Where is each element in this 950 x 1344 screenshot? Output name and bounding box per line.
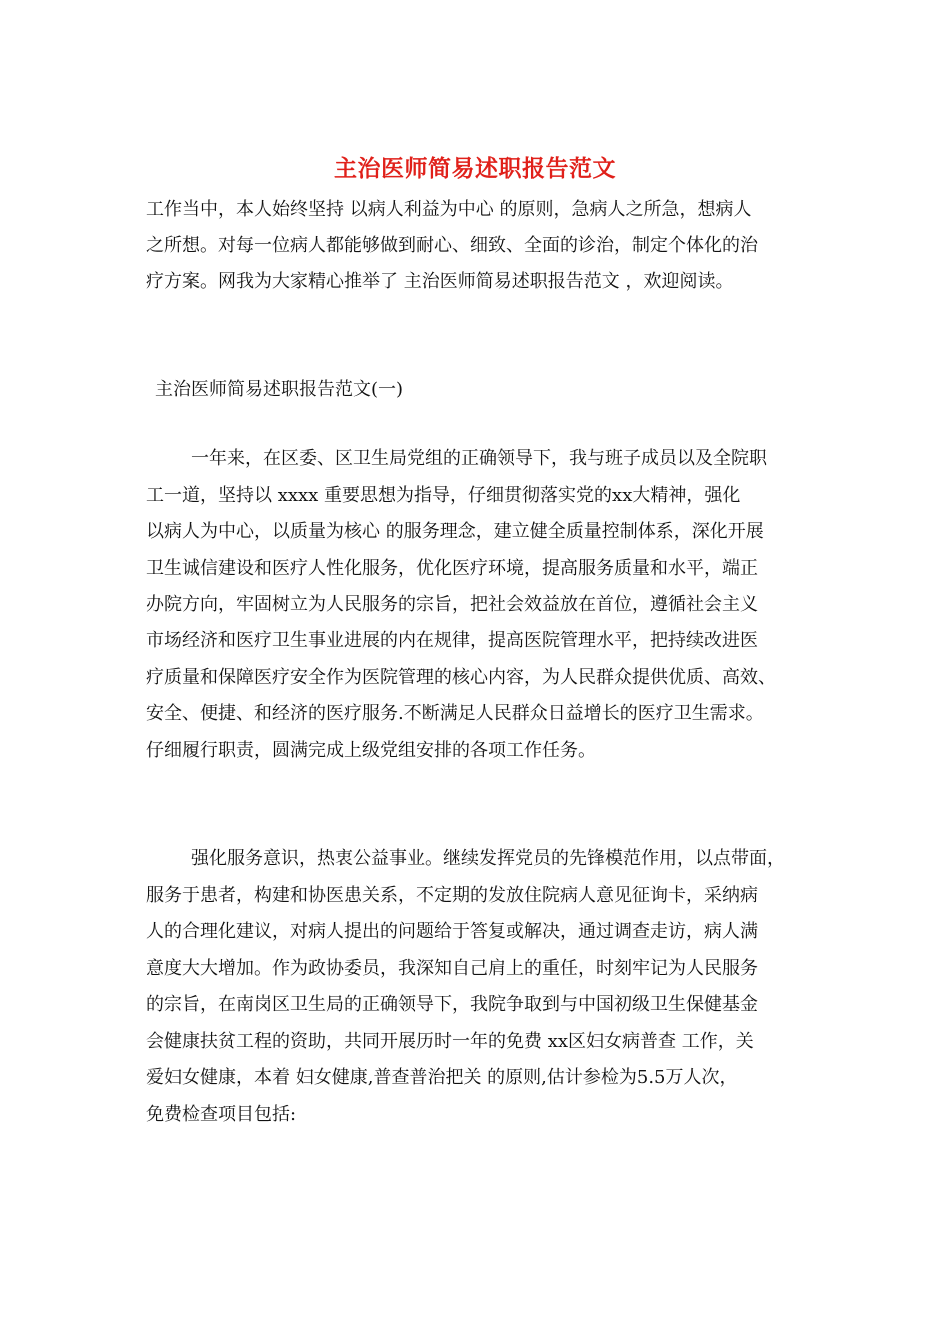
paragraph-line: 的宗旨，在南岗区卫生局的正确领导下，我院争取到与中国初级卫生保健基金: [146, 994, 758, 1015]
paragraph-line: 以病人为中心，以质量为核心 的服务理念，建立健全质量控制体系，深化开展: [146, 521, 764, 542]
paragraph-line: 安全、便捷、和经济的医疗服务.不断满足人民群众日益增长的医疗卫生需求。: [146, 703, 764, 724]
paragraph-line: 办院方向，牢固树立为人民服务的宗旨，把社会效益放在首位，遵循社会主义: [146, 594, 758, 615]
paragraph-line: 会健康扶贫工程的资助，共同开展历时一年的免费 xx区妇女病普查 工作，关: [146, 1031, 754, 1052]
paragraph-line: 强化服务意识，热衷公益事业。继续发挥党员的先锋模范作用，以点带面，: [191, 848, 785, 869]
intro-line: 疗方案。网我为大家精心推举了 主治医师简易述职报告范文 ，欢迎阅读。: [146, 271, 734, 292]
paragraph-line: 仔细履行职责，圆满完成上级党组安排的各项工作任务。: [146, 740, 596, 761]
paragraph-line: 一年来，在区委、区卫生局党组的正确领导下，我与班子成员以及全院职: [191, 448, 767, 469]
section-heading: 主治医师简易述职报告范文(一): [155, 379, 404, 400]
document-title: 主治医师简易述职报告范文: [334, 155, 616, 182]
paragraph-line: 疗质量和保障医疗安全作为医院管理的核心内容，为人民群众提供优质、高效、: [146, 667, 776, 688]
paragraph-line: 市场经济和医疗卫生事业进展的内在规律，提高医院管理水平，把持续改进医: [146, 630, 758, 651]
intro-line: 工作当中，本人始终坚持 以病人利益为中心 的原则，急病人之所急，想病人: [146, 199, 752, 220]
paragraph-line: 意度大大增加。作为政协委员，我深知自己肩上的重任，时刻牢记为人民服务: [146, 958, 758, 979]
paragraph-line: 人的合理化建议，对病人提出的问题给于答复或解决，通过调查走访，病人满: [146, 921, 758, 942]
intro-line: 之所想。对每一位病人都能够做到耐心、细致、全面的诊治，制定个体化的治: [146, 235, 758, 256]
paragraph-line: 服务于患者，构建和协医患关系，不定期的发放住院病人意见征询卡，采纳病: [146, 885, 758, 906]
paragraph-line: 爱妇女健康，本着 妇女健康,普查普治把关 的原则,估计参检为5.5万人次，: [146, 1067, 738, 1088]
paragraph-line: 工一道，坚持以 xxxx 重要思想为指导，仔细贯彻落实党的xx大精神，强化: [146, 485, 741, 506]
paragraph-line: 卫生诚信建设和医疗人性化服务，优化医疗环境，提高服务质量和水平，端正: [146, 558, 758, 579]
paragraph-line: 免费检查项目包括:: [146, 1104, 297, 1125]
